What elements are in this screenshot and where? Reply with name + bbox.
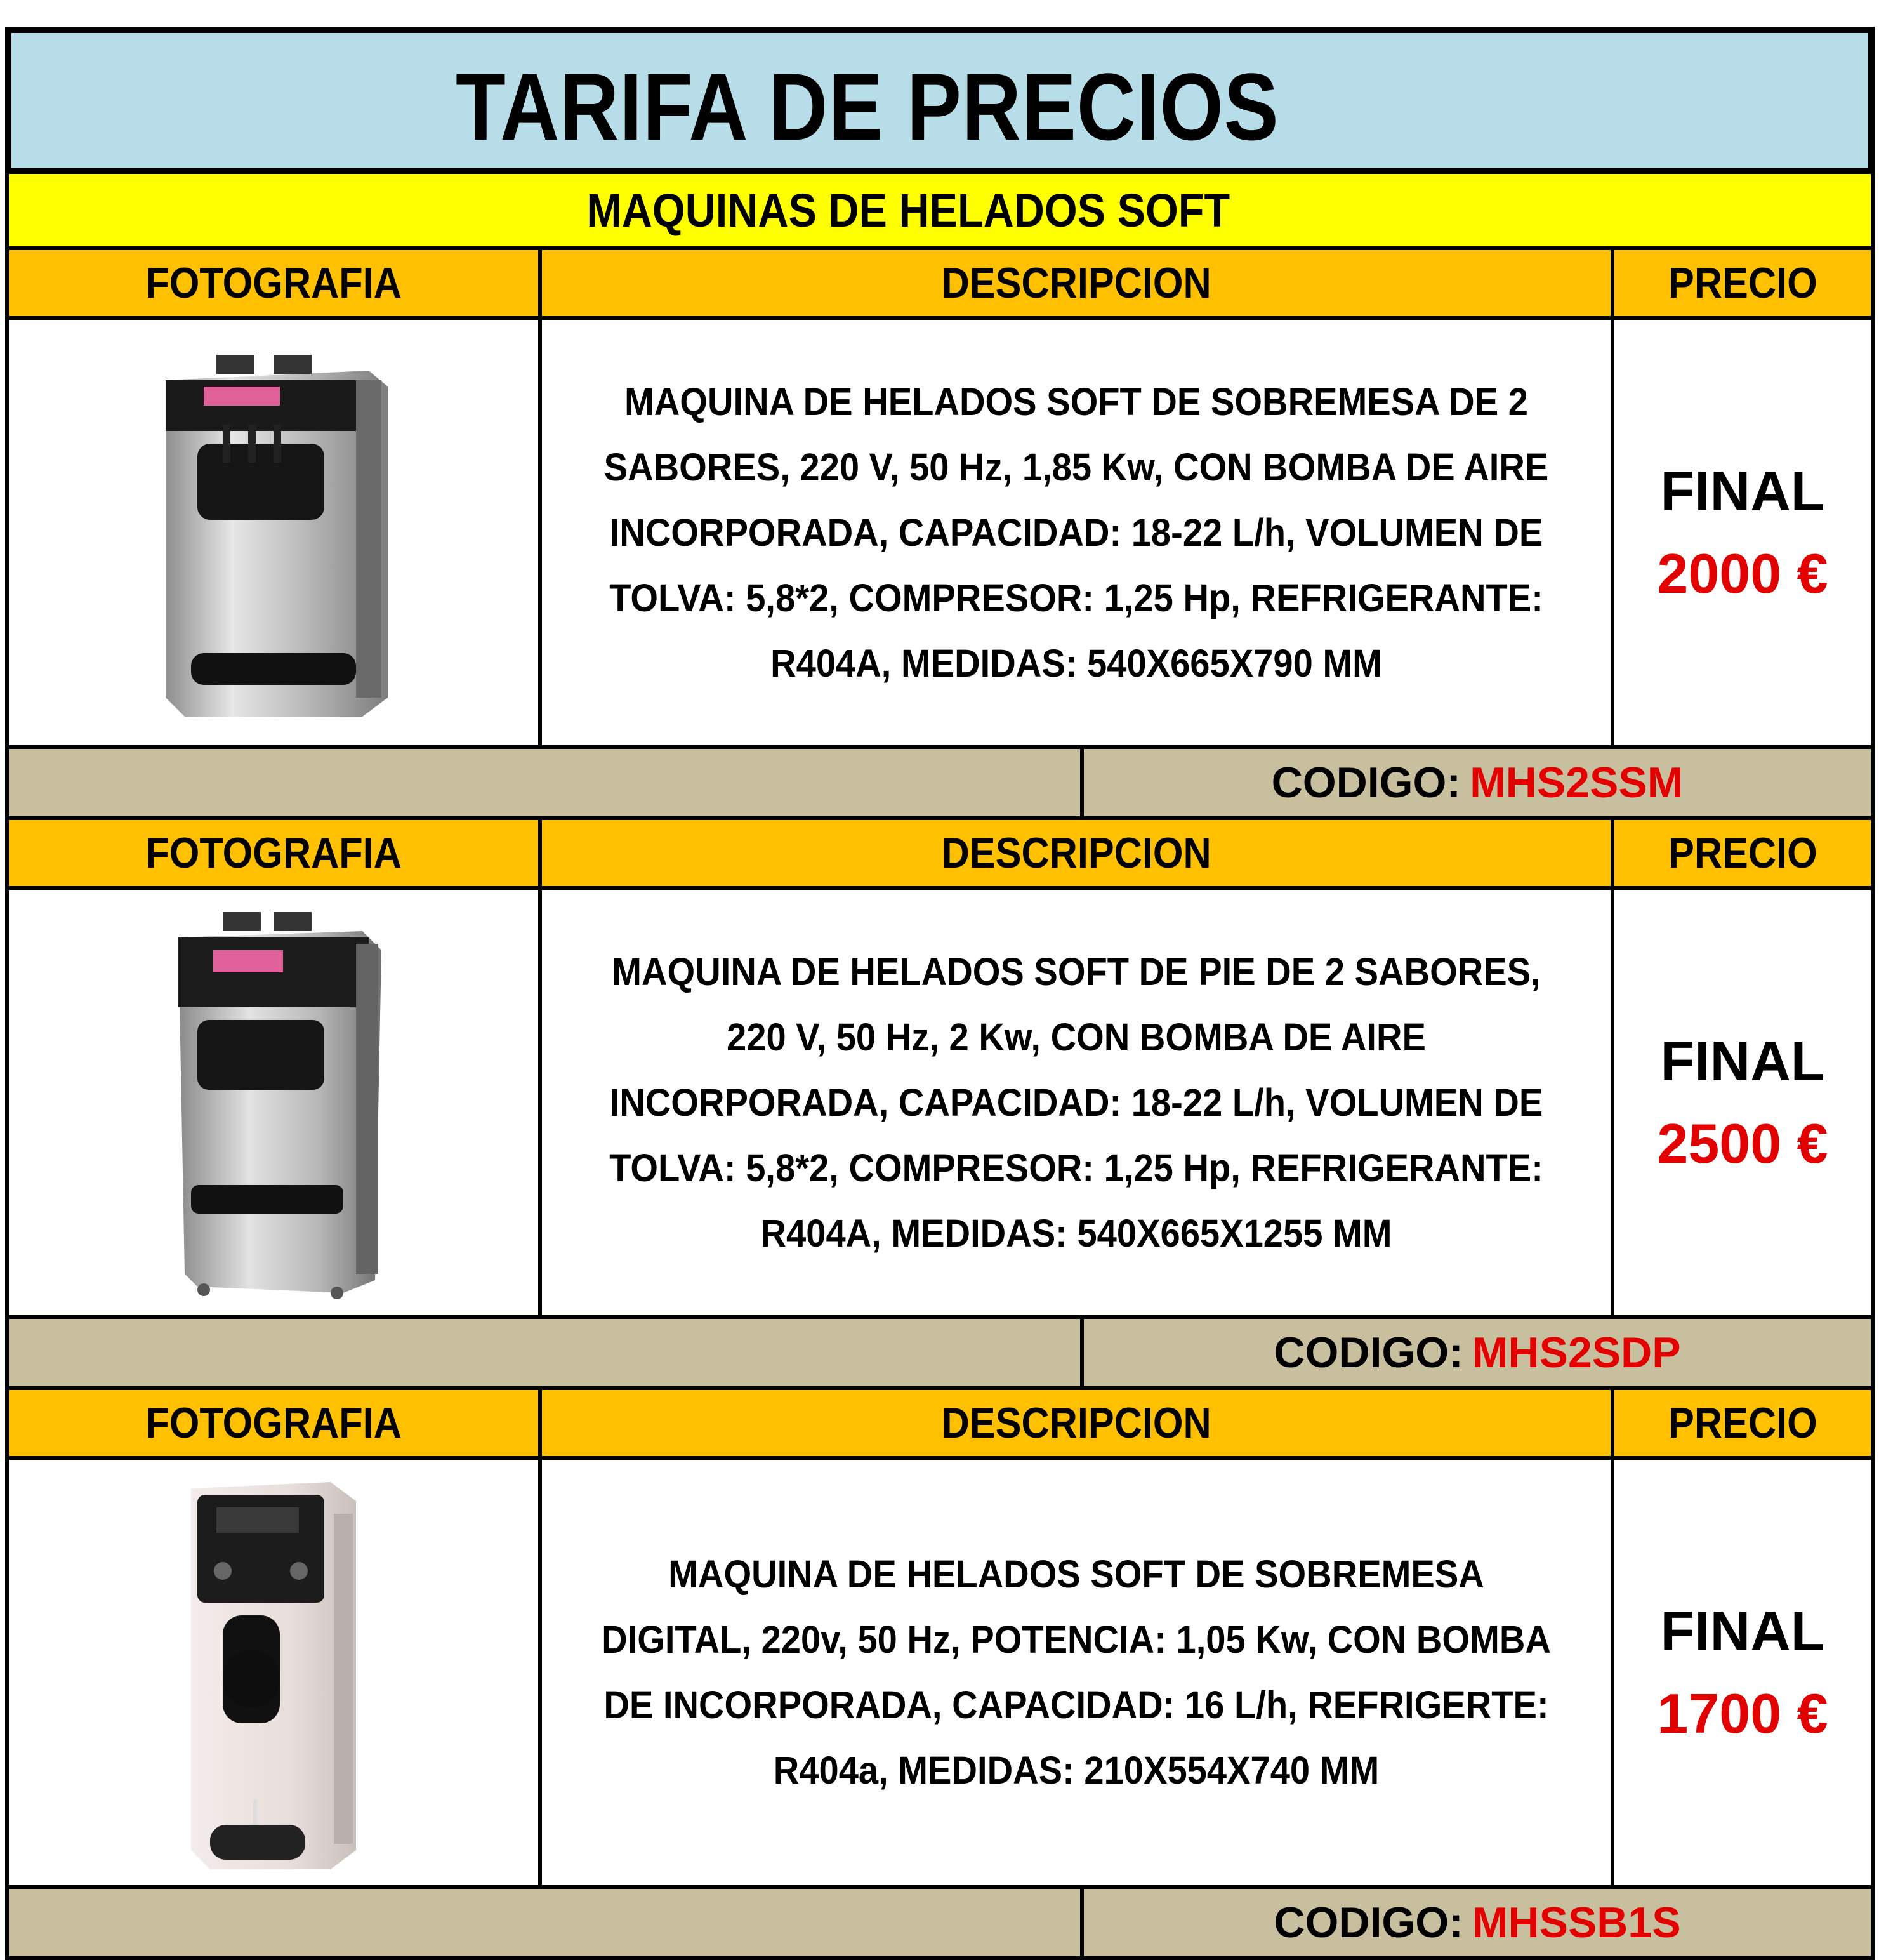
floor-standing-two-flavor-soft-serve-machine-image [153, 906, 394, 1299]
code-spacer [9, 749, 1084, 816]
price-value: 1700 € [1657, 1682, 1828, 1745]
header-description: DESCRIPCION [542, 250, 1614, 316]
price-label: FINAL [1660, 460, 1825, 522]
header-photo: FOTOGRAFIA [9, 1390, 542, 1456]
product-description: MAQUINA DE HELADOS SOFT DE SOBREMESA DIGITAL, 220v, 50 Hz, POTENCIA: 1,05 Kw, CON BOMBA DE INCORPORADA, CAPACIDAD: 16 L/h, REFRIGERTE: R404a, MEDIDAS: 210X554X740 MM [542, 1460, 1614, 1885]
header-photo: FOTOGRAFIA [9, 820, 542, 886]
code-label: CODIGO: [1271, 758, 1461, 807]
product-description: MAQUINA DE HELADOS SOFT DE SOBREMESA DE 2 SABORES, 220 V, 50 Hz, 1,85 Kw, CON BOMBA DE AIRE INCORPORADA, CAPACIDAD: 18-22 L/h, VOLUMEN DE TOLVA: 5,8*2, COMPRESOR: 1,25 Hp, REFRIGERANTE: R404A, MEDIDAS: 540X665X790 MM [542, 320, 1614, 745]
code-label: CODIGO: [1274, 1898, 1463, 1947]
section-bar [5, 174, 1875, 250]
product-price [1614, 320, 1871, 745]
code-label: CODIGO: [1274, 1328, 1463, 1377]
code-spacer [9, 1889, 1084, 1956]
price-value: 2500 € [1657, 1112, 1828, 1175]
product-photo [9, 890, 542, 1315]
product-photo [9, 320, 542, 745]
code-row [5, 749, 1875, 820]
product-row [5, 320, 1875, 749]
product-code [1084, 749, 1871, 816]
price-value: 2000 € [1657, 542, 1828, 605]
code-value: MHS2SSM [1470, 758, 1684, 807]
digital-countertop-single-flavor-soft-serve-machine-image [172, 1469, 375, 1876]
price-label: FINAL [1660, 1030, 1825, 1092]
product-photo [9, 1460, 542, 1885]
code-row [5, 1319, 1875, 1390]
product-description: MAQUINA DE HELADOS SOFT DE PIE DE 2 SABORES, 220 V, 50 Hz, 2 Kw, CON BOMBA DE AIRE INCORPORADA, CAPACIDAD: 18-22 L/h, VOLUMEN DE TOLVA: 5,8*2, COMPRESOR: 1,25 Hp, REFRIGERANTE: R404A, MEDIDAS: 540X665X1255 MM [542, 890, 1614, 1315]
header-price: PRECIO [1668, 259, 1817, 307]
header-description: DESCRIPCION [542, 1390, 1614, 1456]
table-header [5, 820, 1875, 890]
product-price [1614, 1460, 1871, 1885]
page-title: TARIFA DE PRECIOS [456, 53, 1279, 160]
code-value: MHS2SDP [1472, 1328, 1681, 1377]
header-price: PRECIO [1668, 829, 1817, 877]
price-label: FINAL [1660, 1599, 1825, 1662]
product-code [1084, 1889, 1871, 1956]
price-sheet [5, 27, 1875, 1960]
product-row [5, 890, 1875, 1319]
title-bar [5, 27, 1875, 174]
code-value: MHSSB1S [1472, 1898, 1681, 1947]
code-row [5, 1889, 1875, 1960]
section-title: MAQUINAS DE HELADOS SOFT [586, 183, 1230, 237]
code-spacer [9, 1319, 1084, 1386]
product-row [5, 1460, 1875, 1889]
product-price [1614, 890, 1871, 1315]
header-description: DESCRIPCION [542, 820, 1614, 886]
table-header [5, 250, 1875, 320]
countertop-two-flavor-soft-serve-machine-image [147, 342, 400, 723]
header-price: PRECIO [1668, 1399, 1817, 1447]
table-header [5, 1390, 1875, 1460]
header-photo: FOTOGRAFIA [9, 250, 542, 316]
product-code [1084, 1319, 1871, 1386]
